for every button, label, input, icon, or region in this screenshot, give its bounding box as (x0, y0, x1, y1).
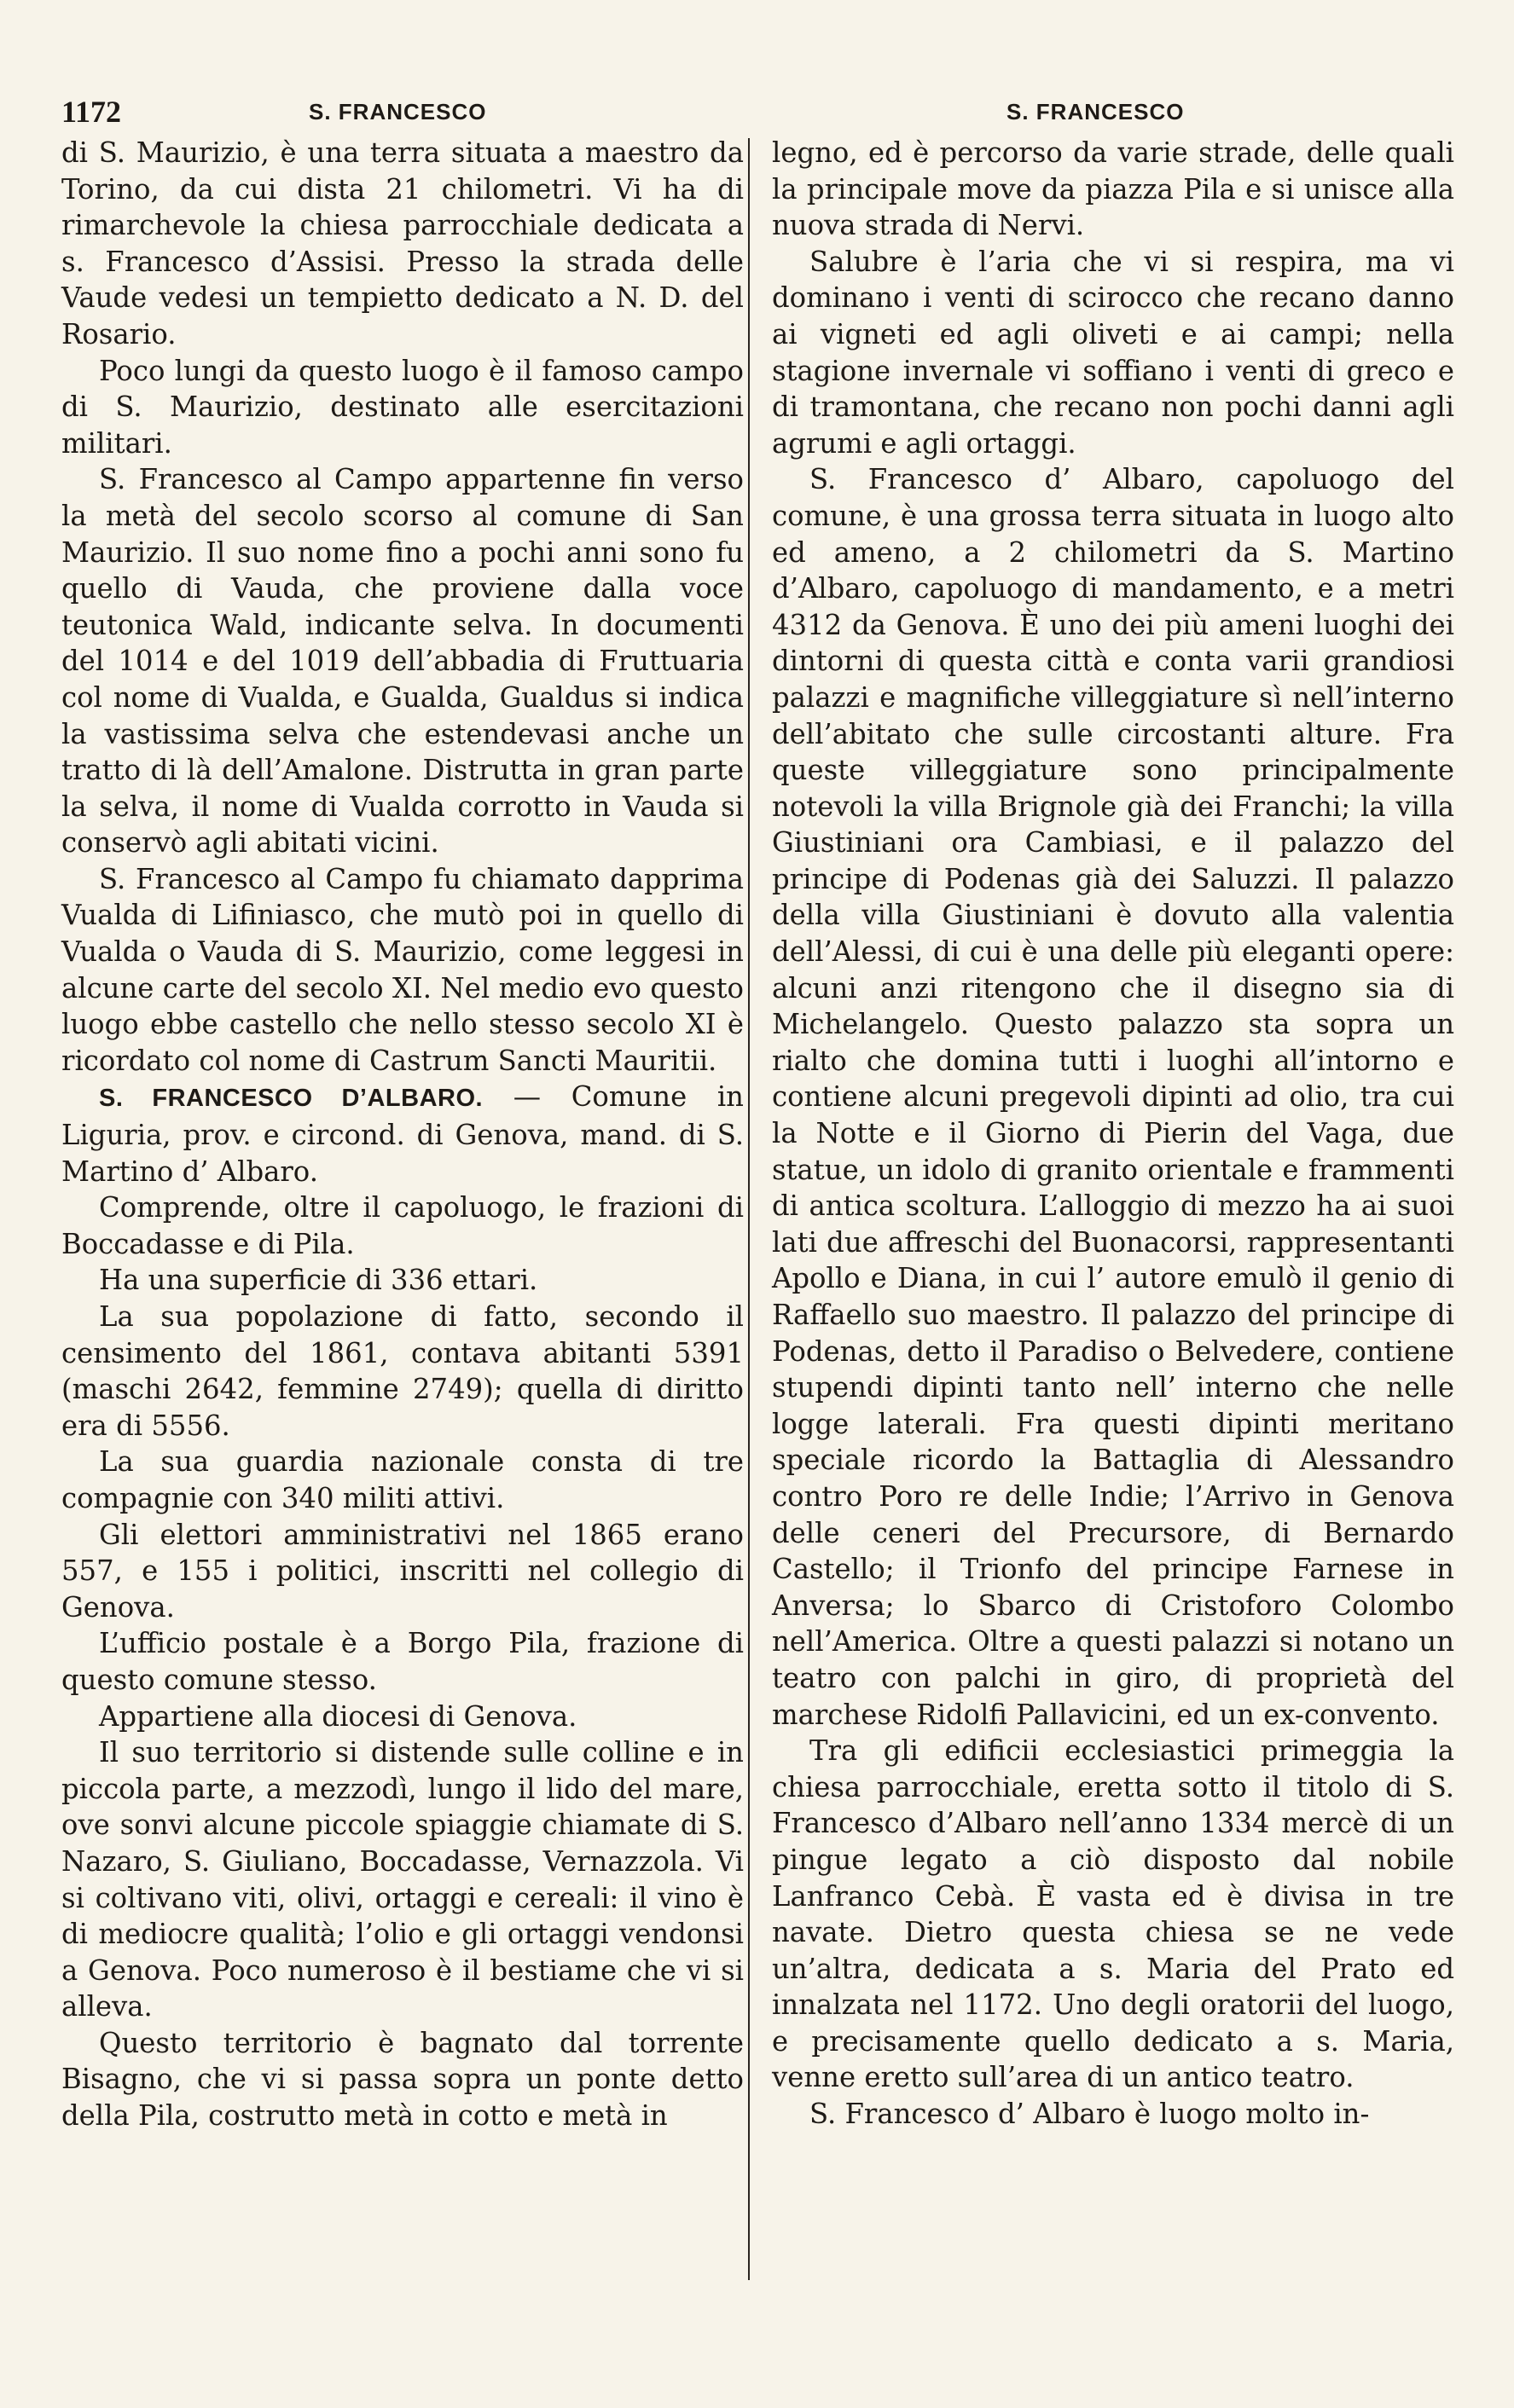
paragraph: S. Francesco al Campo appartenne fin verso la metà del secolo scorso al comune di San Maurizio. Il suo nome fino a pochi anni sono fu quello di Vauda, che proviene dalla voce teutonica Wald, indicante selva. In documenti del 1014 e del 1019 dell’abbadia di Fruttuaria col nome di Vualda, e Gualda, Gualdus si indica la vastissima selva che estendevasi anche un tratto di là dell’Amalone. Distrutta in gran parte la selva, il nome di Vualda corrotto in Vauda si conservò agli abitati vicini. (61, 463, 744, 860)
paragraph: S. Francesco d’ Albaro è luogo molto in- (809, 2098, 1370, 2131)
paragraph: Poco lungi da questo luogo è il famoso campo di S. Maurizio, destinato alle esercitazioni militari. (61, 354, 744, 460)
paragraph: La sua popolazione di fatto, secondo il censimento del 1861, contava abitanti 5391 (maschi 2642, femmine 2749); quella di diritto era di 5556. (61, 1300, 744, 1442)
column-divider (748, 138, 750, 2280)
paragraph: legno, ed è percorso da varie strade, delle quali la principale move da piazza Pila e si unisce alla nuova strada di Nervi. (772, 136, 1454, 242)
paragraph: Gli elettori amministrativi nel 1865 erano 557, e 155 i politici, inscritti nel collegio di Genova. (61, 1518, 744, 1624)
paragraph: Salubre è l’aria che vi si respira, ma vi dominano i venti di scirocco che recano danno ai vigneti ed agli oliveti e ai campi; nella stagione invernale vi soffiano i venti di greco e di tramontana, che recano non pochi danni agli agrumi e agli ortaggi. (772, 245, 1454, 460)
entry-paragraph (61, 1079, 744, 1190)
page-header (0, 94, 1514, 136)
entry-text: — Comune in Liguria, prov. e circond. di Genova, mand. di S. Martino d’ Albaro. (61, 1080, 744, 1188)
paragraph: S. Francesco al Campo fu chiamato dapprima Vualda di Lifiniasco, che mutò poi in quello di Vualda o Vauda di S. Maurizio, come leggesi in alcune carte del secolo XI. Nel medio evo questo luogo ebbe castello che nello stesso secolo XI è ricordato col nome di Castrum Sancti Mauritii. (61, 862, 744, 1077)
right-column (772, 135, 1454, 2133)
running-title-right: S. FRANCESCO (1006, 99, 1185, 124)
paragraph: L’ufficio postale è a Borgo Pila, frazione di questo comune stesso. (61, 1627, 744, 1696)
paragraph: Appartiene alla diocesi di Genova. (99, 1699, 577, 1733)
paragraph: S. Francesco d’ Albaro, capoluogo del comune, è una grossa terra situata in luogo alto ed ameno, a 2 chilometri da S. Martino d’Albaro, capoluogo di mandamento, e a metri 4312 da Genova. È uno dei più ameni luoghi dei dintorni di questa città e conta varii grandiosi palazzi e magnifiche villeggiature sì nell’interno dell’abitato che sulle circostanti alture. Fra queste villeggiature sono principalmente notevoli la villa Brignole già dei Franchi; la villa Giustiniani ora Cambiasi, e il palazzo del principe di Podenas già dei Saluzzi. Il palazzo della villa Giustiniani è dovuto alla valentia dell’Alessi, di cui è una delle più eleganti opere: alcuni anzi ritengono che il disegno sia di Michelangelo. Questo palazzo sta sopra un rialto che domina tutti i luoghi all’intorno e contiene alcuni pregevoli dipinti ad olio, tra cui la Notte e il Giorno di Pierin del Vaga, due statue, un idolo di granito orientale e frammenti di antica scoltura. L’alloggio di mezzo ha ai suoi lati due affreschi del Buonacorsi, rappresentanti Apollo e Diana, in cui l’ autore emulò il genio di Raffaello suo maestro. Il palazzo del principe di Podenas, detto il Paradiso o Belvedere, contiene stupendi dipinti tanto nell’ interno che nelle logge laterali. Fra questi dipinti meritano speciale ricordo la Battaglia di Alessandro contro Poro re delle Indie; l’Arrivo in Genova delle ceneri del Precursore, di Bernardo Castello; il Trionfo del principe Farnese in Anversa; lo Sbarco di Cristoforo Colombo nell’America. Oltre a questi palazzi si notano un teatro con palchi in giro, di proprietà del marchese Ridolfi Pallavicini, ed un ex-convento. (772, 463, 1454, 1731)
paragraph: Tra gli edificii ecclesiastici primeggia la chiesa parrocchiale, eretta sotto il titolo di S. Francesco d’Albaro nell’anno 1334 mercè di un pingue legato a ciò disposto dal nobile Lanfranco Cebà. È vasta ed è divisa in tre navate. Dietro questa chiesa se ne vede un’altra, dedicata a s. Maria del Prato ed innalzata nel 1172. Uno degli oratorii del luogo, e precisamente quello dedicato a s. Maria, venne eretto sull’area di un antico teatro. (772, 1734, 1454, 2094)
left-column (61, 135, 744, 2134)
paragraph: Comprende, oltre il capoluogo, le frazioni di Boccadasse e di Pila. (61, 1191, 744, 1260)
paragraph: Questo territorio è bagnato dal torrente Bisagno, che vi si passa sopra un ponte detto della Pila, costrutto metà in cotto e metà in (61, 2026, 744, 2133)
paragraph: di S. Maurizio, è una terra situata a maestro da Torino, da cui dista 21 chilometri. Vi ha di rimarchevole la chiesa parrocchiale dedicata a s. Francesco d’Assisi. Presso la strada delle Vaude vedesi un tempietto dedicato a N. D. del Rosario. (61, 136, 744, 350)
page-number: 1172 (61, 95, 122, 129)
entry-heading: S. FRANCESCO D’ALBARO. (99, 1085, 484, 1113)
paragraph: Il suo territorio si distende sulle colline e in piccola parte, a mezzodì, lungo il lido del mare, ove sonvi alcune piccole spiaggie chiamate di S. Nazaro, S. Giuliano, Boccadasse, Vernazzola. Vi si coltivano viti, olivi, ortaggi e cereali: il vino è di mediocre qualità; l’olio e gli ortaggi vendonsi a Genova. Poco numeroso è il bestiame che vi si alleva. (61, 1736, 744, 2023)
paragraph: La sua guardia nazionale consta di tre compagnie con 340 militi attivi. (61, 1445, 744, 1514)
running-title-left: S. FRANCESCO (309, 99, 487, 124)
paragraph: Ha una superficie di 336 ettari. (99, 1264, 538, 1297)
